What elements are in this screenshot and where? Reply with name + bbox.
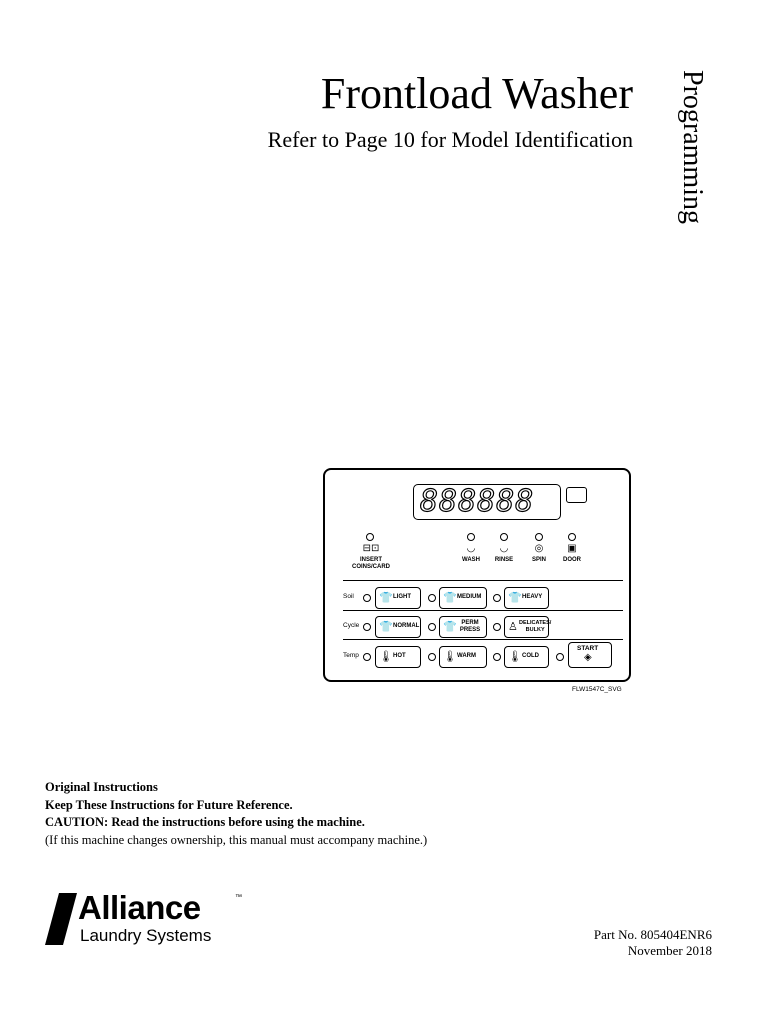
key-label: WARM xyxy=(457,653,476,659)
indicator-label-door: DOOR xyxy=(563,557,581,563)
led xyxy=(363,594,371,602)
indicator-led xyxy=(467,533,475,541)
digital-display xyxy=(413,484,561,520)
shirt-icon: 👕 xyxy=(443,592,457,604)
instructions-notes xyxy=(45,779,427,849)
led xyxy=(556,653,564,661)
rinse-tub-icon: ◡ xyxy=(499,543,509,554)
key-hot xyxy=(375,646,421,668)
key-start xyxy=(568,642,612,668)
key-light xyxy=(375,587,421,609)
led xyxy=(493,623,501,631)
led xyxy=(428,653,436,661)
spin-icon: ◎ xyxy=(534,543,544,554)
logo-slash-icon xyxy=(45,893,77,945)
led xyxy=(363,623,371,631)
key-label: HOT xyxy=(393,653,406,659)
logo-brand: Alliance xyxy=(78,889,201,926)
indicator-label-insert: INSERT COINS/CARD xyxy=(351,557,390,570)
start-diamond-icon: ◈ xyxy=(584,652,592,663)
lock-icon: ▣ xyxy=(567,543,577,554)
note-original: Original Instructions xyxy=(45,780,158,794)
led xyxy=(493,653,501,661)
led xyxy=(363,653,371,661)
shirt-icon: 👕 xyxy=(379,592,393,604)
document-subtitle: Refer to Page 10 for Model Identification xyxy=(267,127,633,152)
row-label-cycle: Cycle xyxy=(343,622,360,629)
led xyxy=(428,594,436,602)
key-warm xyxy=(439,646,487,668)
alliance-logo xyxy=(45,888,255,948)
figure-code: FLW1547C_SVG xyxy=(572,686,622,693)
key-label: MEDIUM xyxy=(457,594,482,600)
document-title: Frontload Washer xyxy=(320,69,633,118)
key-label: START xyxy=(577,645,599,652)
led xyxy=(493,594,501,602)
control-panel-illustration xyxy=(323,468,631,682)
key-label: PERM PRESS xyxy=(459,619,481,633)
key-label: HEAVY xyxy=(522,594,543,600)
indicator-led xyxy=(568,533,576,541)
led xyxy=(428,623,436,631)
logo-subtitle: Laundry Systems xyxy=(80,926,212,945)
key-normal xyxy=(375,616,421,638)
panel-divider xyxy=(343,580,623,581)
delicates-icon: ♙ xyxy=(508,621,518,633)
panel-divider xyxy=(343,610,623,611)
indicator-led xyxy=(535,533,543,541)
indicator-led xyxy=(500,533,508,541)
indicator-label-wash: WASH xyxy=(462,557,480,563)
wash-tub-icon: ◡ xyxy=(466,543,476,554)
part-number-block xyxy=(594,927,712,959)
note-caution: CAUTION: Read the instructions before using the machine. xyxy=(45,815,365,829)
thermometer-icon: 🌡 xyxy=(379,651,393,663)
indicator-led xyxy=(366,533,374,541)
panel-divider xyxy=(343,639,623,640)
key-cold xyxy=(504,646,549,668)
key-label: DELICATES/ BULKY xyxy=(519,619,552,633)
thermometer-icon: 🌡 xyxy=(443,651,457,663)
shirt-icon: 👕 xyxy=(379,621,393,633)
key-medium xyxy=(439,587,487,609)
note-ownership: (If this machine changes ownership, this manual must accompany machine.) xyxy=(45,832,428,847)
key-label: COLD xyxy=(522,653,539,659)
publication-date: November 2018 xyxy=(627,943,712,958)
shirt-icon: 👕 xyxy=(443,621,457,633)
row-label-temp: Temp xyxy=(343,652,359,659)
row-label-soil: Soil xyxy=(343,593,354,600)
key-heavy xyxy=(504,587,549,609)
key-label: LIGHT xyxy=(393,594,411,600)
indicator-label-spin: SPIN xyxy=(531,557,546,563)
key-perm-press xyxy=(439,616,487,638)
note-keep: Keep These Instructions for Future Reference. xyxy=(45,797,293,812)
thermometer-icon: 🌡 xyxy=(508,651,522,663)
side-tab xyxy=(672,70,712,260)
indicator-label-rinse: RINSE xyxy=(494,557,514,563)
logo-trademark: ™ xyxy=(235,894,242,901)
coin-card-icon: ⊟⊡ xyxy=(362,543,380,554)
side-tab-label: Programming xyxy=(677,70,708,224)
part-number: Part No. 805404ENR6 xyxy=(593,927,712,942)
shirt-icon: 👕 xyxy=(508,592,522,604)
key-label: NORMAL xyxy=(393,623,420,629)
display-aux-button xyxy=(566,487,587,503)
key-delicates-bulky xyxy=(504,616,552,638)
display-digits: 888888 xyxy=(420,484,535,519)
